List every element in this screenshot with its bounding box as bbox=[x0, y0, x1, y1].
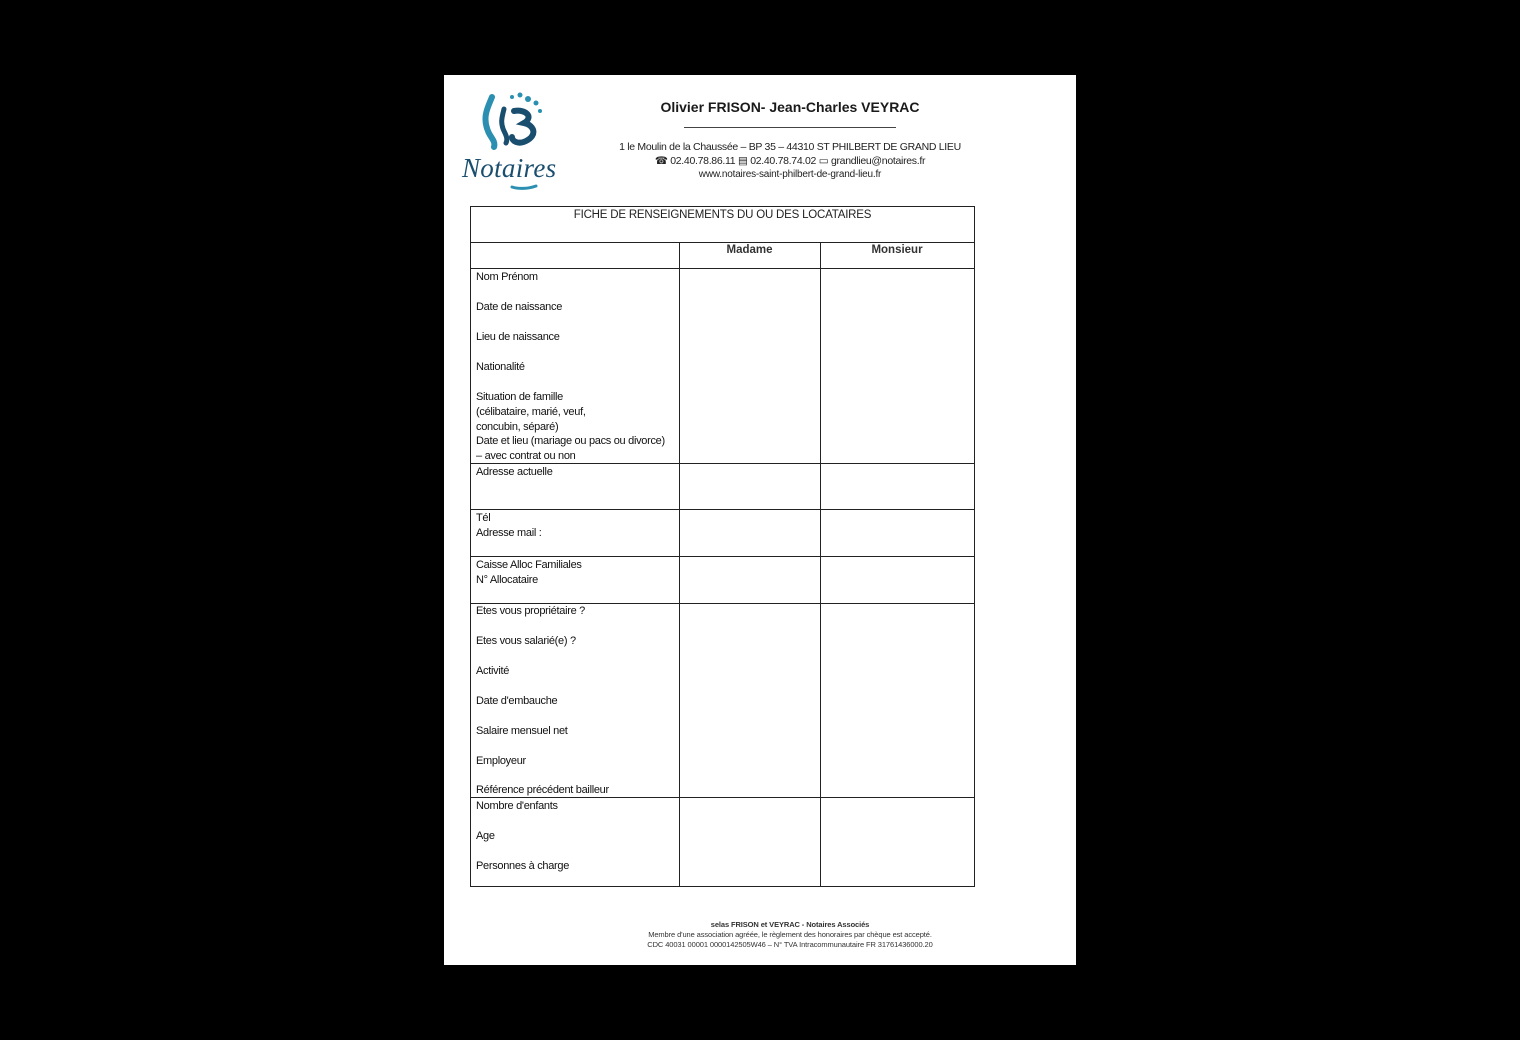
field-label: Situation de famille bbox=[476, 391, 563, 403]
field-label: N° Allocataire bbox=[476, 574, 538, 586]
footer-firm: selas FRISON et VEYRAC - Notaires Associés bbox=[710, 920, 870, 929]
form-title: FICHE DE RENSEIGNEMENTS DU OU DES LOCATAIRES bbox=[573, 209, 872, 221]
letterhead bbox=[584, 75, 996, 182]
field-label: Référence précédent bailleur bbox=[476, 784, 609, 796]
field-label: Etes vous propriétaire ? bbox=[476, 605, 585, 617]
field-label: Caisse Alloc Familiales bbox=[476, 559, 582, 571]
field-label: Nom Prénom bbox=[476, 271, 538, 283]
field-label: (célibataire, marié, veuf, bbox=[476, 406, 586, 418]
field-label: Tél bbox=[476, 512, 491, 524]
field-label: concubin, séparé) bbox=[476, 421, 559, 433]
fax-icon: ▤ bbox=[737, 155, 748, 167]
column-divider bbox=[679, 242, 680, 886]
phone-icon: ☎ bbox=[654, 155, 668, 167]
field-label: Personnes à charge bbox=[476, 860, 570, 872]
row-divider bbox=[471, 556, 974, 557]
field-label: Lieu de naissance bbox=[476, 331, 560, 343]
row-divider bbox=[471, 509, 974, 510]
field-label: Nationalité bbox=[476, 361, 525, 373]
header-divider bbox=[684, 127, 896, 128]
field-label: Date d'embauche bbox=[476, 695, 558, 707]
fax-number: 02.40.78.74.02 bbox=[750, 155, 817, 167]
row-divider bbox=[471, 268, 974, 269]
field-label: Nombre d'enfants bbox=[476, 800, 558, 812]
footer-registration: CDC 40031 00001 0000142505W46 – N° TVA Intracommunautaire FR 31761436000.20 bbox=[647, 940, 933, 949]
field-label: Age bbox=[476, 830, 495, 842]
notaires-logo bbox=[452, 83, 582, 193]
field-label: Etes vous salarié(e) ? bbox=[476, 635, 576, 647]
document-page bbox=[444, 75, 1076, 965]
field-label: – avec contrat ou non bbox=[476, 450, 576, 462]
footer-membership: Membre d'une association agréée, le règlement des honoraires par chèque est accepté. bbox=[648, 930, 932, 939]
column-header-madame: Madame bbox=[726, 244, 773, 256]
contact-line bbox=[584, 154, 996, 168]
office-address: 1 le Moulin de la Chaussée – BP 35 – 44310 ST PHILBERT DE GRAND LIEU bbox=[619, 141, 961, 153]
field-label: Adresse actuelle bbox=[476, 466, 553, 478]
email-address: grandlieu@notaires.fr bbox=[830, 155, 926, 167]
email-icon: ▭ bbox=[818, 155, 829, 167]
notary-names: Olivier FRISON- Jean-Charles VEYRAC bbox=[660, 99, 920, 115]
page-footer bbox=[584, 920, 996, 950]
field-label: Adresse mail : bbox=[476, 527, 542, 539]
website-url: www.notaires-saint-philbert-de-grand-lieu.fr bbox=[698, 169, 882, 180]
row-divider bbox=[471, 242, 974, 243]
field-label: Employeur bbox=[476, 755, 526, 767]
field-label: Salaire mensuel net bbox=[476, 725, 568, 737]
logo-wordmark: Notaires bbox=[462, 153, 557, 183]
phone-number: 02.40.78.86.11 bbox=[670, 155, 736, 167]
field-label: Date de naissance bbox=[476, 301, 563, 313]
tenant-info-form bbox=[470, 206, 975, 887]
field-label: Date et lieu (mariage ou pacs ou divorce) bbox=[476, 435, 665, 447]
column-divider bbox=[820, 242, 821, 886]
column-header-monsieur: Monsieur bbox=[871, 244, 923, 256]
field-label: Activité bbox=[476, 665, 510, 677]
